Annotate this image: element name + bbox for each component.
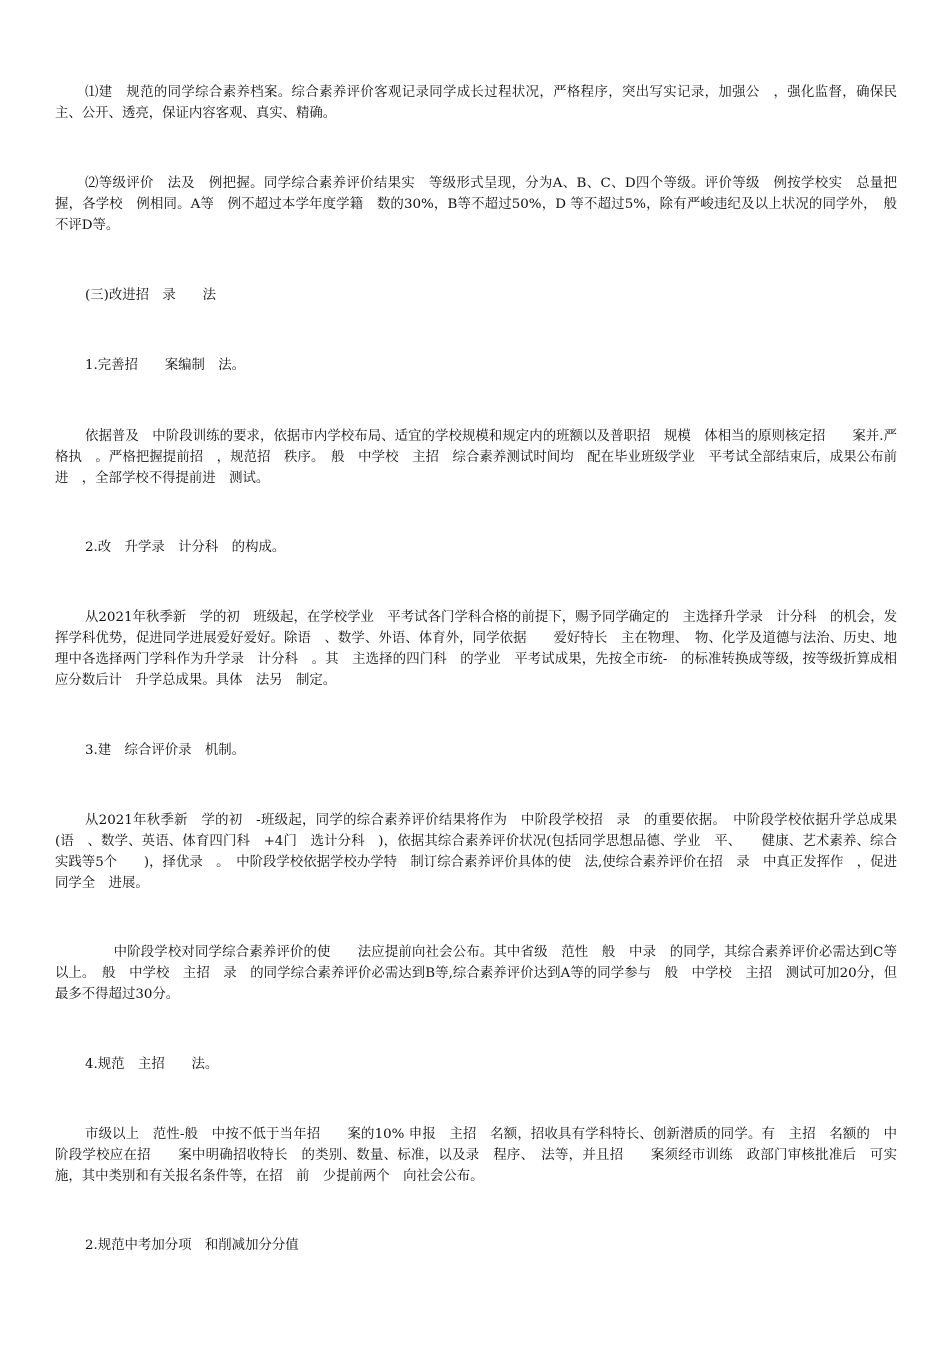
paragraph-enrollment-plan: 依据普及 中阶段训练的要求，依据市内学校布局、适宜的学校规模和规定内的班额以及普职招 规模 体相当的原则核定招 案并.严格执 。严格把握提前招 ，规范招 秩序。 般 中学校 主招 综合素养测试时间均 配在毕业班级学业 平考试全部结束后，成果公布前进 ，全部学校不得提前进 测试。 (55, 429, 897, 486)
paragraph-archive: ⑴建 规范的同学综合素养档案。综合素养评价客观记录同学成长过程状况，严格程序，突出写实记录，加强公 ，强化监督，确保民主、公开、透亮，保证内容客观、真实、精确。 (55, 85, 897, 121)
subheading-self-admission: 4.规范 主招 法。 (85, 1057, 219, 1072)
subheading-evaluation: 3.建 综合评价录 机制。 (85, 743, 246, 758)
section-heading-admission: (三)改进招 录 法 (85, 288, 216, 303)
paragraph-evaluation-use: 中阶段学校对同学综合素养评价的使 法应提前向社会公布。其中省级 范性 般 中录 的同学，其综合素养评价必需达到C等以上。 般 中学校 主招 录 的同学综合素养评价必需达到B等,综合素养评价达到A等的同学参与 般 中学校 主招 测试可加20分，但最多不得超过30分。 (55, 945, 897, 1002)
paragraph-subjects: 从2021年秋季新 学的初 班级起，在学校学业 平考试各门学科合格的前提下，赐予同学确定的 主选择升学录 计分科 的机会，发挥学科优势，促进同学进展爱好爱好。除语 、数学、外语、体育外，同学依据 爱好特长 主在物理、 物、化学及道德与法治、历史、地理中各选择两门学科作为升学录 计分科 。其 主选择的四门科 的学业 平考试成果，先按全市统- 的标准转换成等级，按等级折算成相应分数后计 升学总成果。具体 法另 制定。 (55, 610, 897, 688)
subheading-enrollment-plan: 1.完善招 案编制 法。 (85, 358, 246, 373)
paragraph-self-admission: 市级以上 范性-般 中按不低于当年招 案的10% 申报 主招 名额，招收具有学科特长、创新潜质的同学。有 主招 名额的 中阶段学校应在招 案中明确招收特长 的类别、数量、标准，以及录 程序、 法等，并且招 案须经市训练 政部门审核批准后 可实施，其中类别和有关报名条件等，在招 前 少提前两个 向社会公布。 (55, 1127, 897, 1184)
subheading-bonus-points: 2.规范中考加分项 和削减加分分值 (85, 1238, 299, 1253)
paragraph-grading: ⑵等级评价 法及 例把握。同学综合素养评价结果实 等级形式呈现，分为A、B、C、D四个等级。评价等级 例按学校实 总量把握，各学校 例相同。A等 例不超过本学年度学籍 数的30%，B等不超过50%，D 等不超过5%，除有严峻违纪及以上状况的同学外， 般不评D等。 (55, 176, 897, 233)
paragraph-evaluation: 从2021年秋季新 学的初 -班级起，同学的综合素养评价结果将作为 中阶段学校招 录 的重要依据。 中阶段学校依据升学总成果(语 、数学、英语、体育四门科 +4门 选计分科 )，依据其综合素养评价状况(包括同学思想品德、学业 平、 健康、艺术素养、综合实践等5个 )，择优录 。 中阶段学校依据学校办学特 制订综合素养评价具体的使 法,使综合素养评价在招 录 中真正发挥作 ，促进同学全 进展。 (55, 813, 897, 891)
subheading-subjects: 2.改 升学录 计分科 的构成。 (85, 540, 286, 555)
